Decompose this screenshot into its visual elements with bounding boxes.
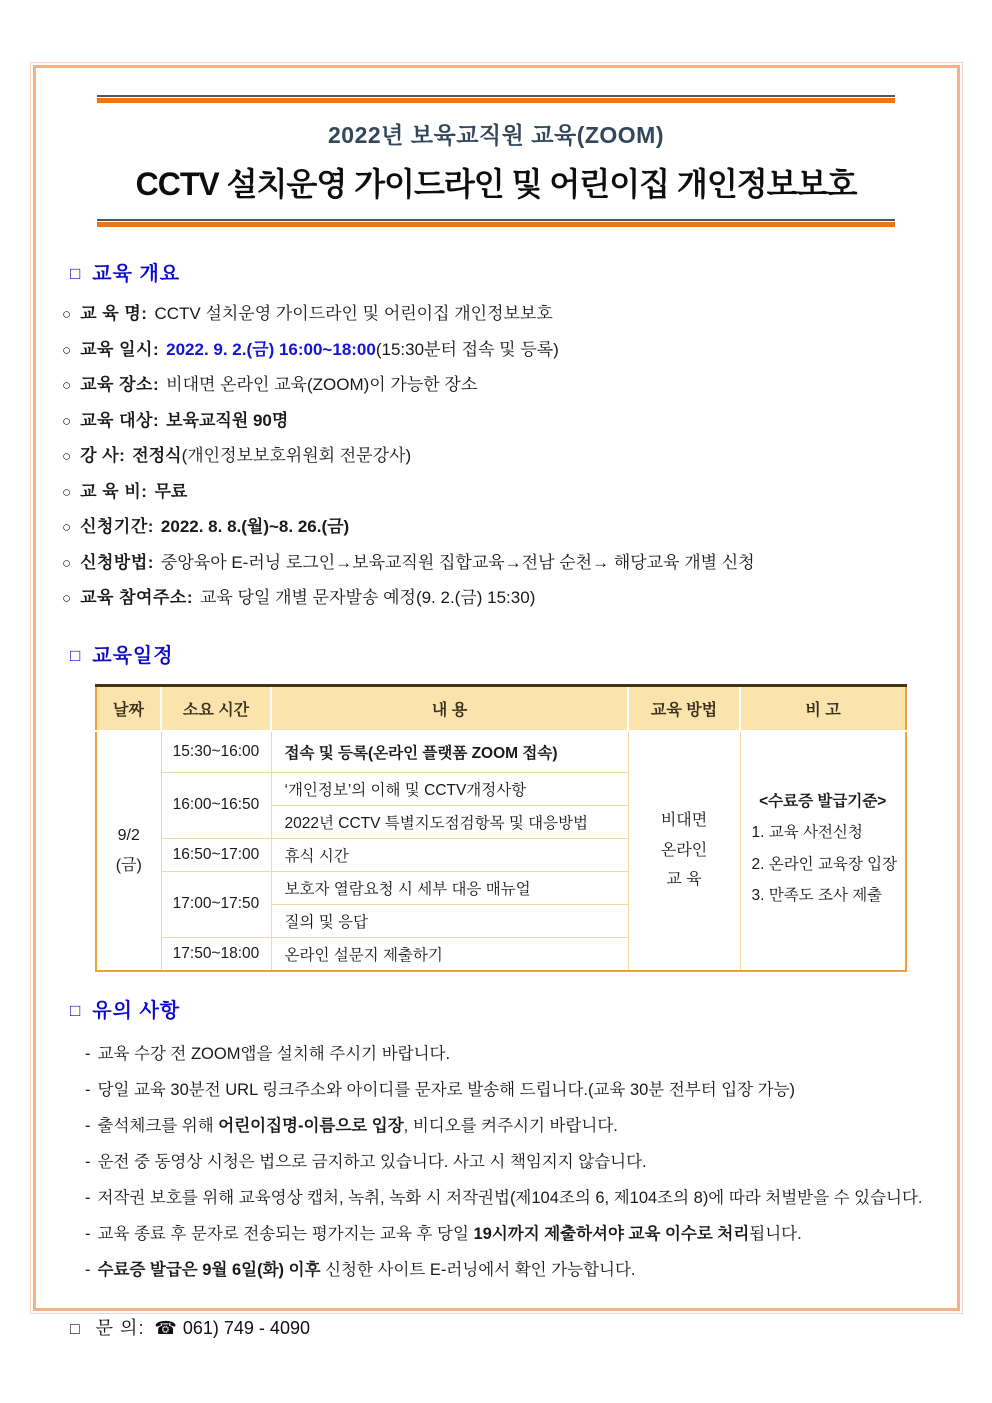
overview-item-label: 신청기간: xyxy=(80,517,154,536)
circle-bullet-icon: ○ xyxy=(62,483,72,501)
content-cell: 질의 및 응답 xyxy=(271,904,628,937)
method-line: 비대면 xyxy=(660,812,708,830)
note-text: 당일 교육 30분전 URL 링크주소와 아이디를 문자로 발송해 드립니다.(교육 30분 전부터 입장 가능) xyxy=(97,1080,796,1099)
note-line: 2. 온라인 교육장 입장 xyxy=(751,855,898,873)
page-title: CCTV 설치운영 가이드라인 및 어린이집 개인정보보호 xyxy=(135,166,857,202)
overview-item-strong: 2022. 8. 8.(월)~8. 26.(금) xyxy=(160,517,350,536)
content-cell: ‘개인정보’의 이해 및 CCTV개정사항 xyxy=(271,772,628,805)
overview-item-text: (15:30분터 접속 및 등록) xyxy=(375,339,559,359)
note-text: 운전 중 동영상 시청은 법으로 금지하고 있습니다. 사고 시 책임지지 않습니다. xyxy=(97,1152,647,1171)
dash-bullet-icon: - xyxy=(85,1152,91,1171)
overview-item xyxy=(62,368,992,404)
dash-bullet-icon: - xyxy=(85,1116,91,1135)
note-text: 저작권 보호를 위해 교육영상 캡처, 녹취, 녹화 시 저작권법(제104조의 6, 제104조의 8)에 따라 처벌받을 수 있습니다. xyxy=(97,1188,923,1207)
overview-item xyxy=(62,475,992,511)
circle-bullet-icon: ○ xyxy=(62,590,72,607)
note-text: , 비디오를 켜주시기 바랍니다. xyxy=(403,1116,618,1135)
schedule-table xyxy=(95,684,907,972)
overview-item xyxy=(62,333,992,369)
overview-item-text: 중앙육아 E-러닝 로그인→보육교직원 집합교육→전남 순천→ 해당교육 개별 신청 xyxy=(160,552,755,572)
note-cell xyxy=(740,731,906,971)
overview-item-text: (개인정보보호위원회 전문강사) xyxy=(181,446,412,465)
title-rule-top xyxy=(97,95,895,103)
method-line: 교 육 xyxy=(666,871,702,889)
note-item xyxy=(85,1072,947,1108)
date-line: 9/2 xyxy=(117,826,140,844)
circle-bullet-icon: ○ xyxy=(62,448,72,465)
contact-phone: 061) 749 - 4090 xyxy=(182,1317,310,1338)
content-cell: 2022년 CCTV 특별지도점검항목 및 대응방법 xyxy=(271,805,628,838)
overview-item-label: 교 육 명: xyxy=(80,304,148,323)
square-marker-icon: □ xyxy=(70,1320,80,1338)
note-text-strong: 수료증 발급은 9월 6일(화) 이후 xyxy=(97,1260,321,1279)
table-row xyxy=(96,731,906,773)
circle-bullet-icon: ○ xyxy=(62,519,72,536)
dash-bullet-icon: - xyxy=(85,1080,91,1099)
table-header-method: 교육 방법 xyxy=(628,685,740,731)
overview-item-label: 교육 장소: xyxy=(80,375,160,394)
overview-item xyxy=(62,439,992,475)
page-subtitle: 2022년 보육교직원 교육(ZOOM) xyxy=(328,122,664,148)
section-heading-label: 유의 사항 xyxy=(92,999,181,1022)
time-cell: 16:50~17:00 xyxy=(161,838,271,871)
overview-item xyxy=(62,404,992,440)
overview-item-highlight: 2022. 9. 2.(금) 16:00~18:00 xyxy=(166,339,376,359)
content-cell: 보호자 열람요청 시 세부 대응 매뉴얼 xyxy=(271,871,628,904)
overview-item-label: 교육 일시: xyxy=(80,339,160,359)
section-heading-notes xyxy=(70,994,992,1023)
table-header-content: 내 용 xyxy=(271,685,628,731)
overview-item-text: CCTV 설치운영 가이드라인 및 어린이집 개인정보보호 xyxy=(154,304,553,323)
overview-item-strong: 무료 xyxy=(154,481,188,501)
overview-item xyxy=(62,297,992,333)
note-item xyxy=(85,1144,947,1180)
time-cell: 16:00~16:50 xyxy=(161,772,271,838)
time-cell: 17:50~18:00 xyxy=(161,937,271,971)
phone-icon: ☎ xyxy=(154,1317,177,1338)
section-heading-schedule xyxy=(70,639,992,668)
table-header-row xyxy=(96,685,906,731)
overview-item xyxy=(62,581,992,617)
dash-bullet-icon: - xyxy=(85,1224,91,1243)
dash-bullet-icon: - xyxy=(85,1260,91,1279)
square-marker-icon: □ xyxy=(70,645,82,665)
circle-bullet-icon: ○ xyxy=(62,554,72,572)
date-line: (금) xyxy=(115,856,142,874)
method-cell xyxy=(628,731,740,971)
content-cell: 접속 및 등록(온라인 플랫폼 ZOOM 접속) xyxy=(271,731,628,773)
note-text-strong: 19시까지 제출하셔야 교육 이수로 처리 xyxy=(473,1224,750,1243)
overview-item-text: 교육 당일 개별 문자발송 예정(9. 2.(금) 15:30) xyxy=(199,588,536,607)
content-cell: 휴식 시간 xyxy=(271,838,628,871)
circle-bullet-icon: ○ xyxy=(62,377,72,394)
circle-bullet-icon: ○ xyxy=(62,341,72,359)
note-item xyxy=(85,1108,947,1144)
section-heading-label: 교육일정 xyxy=(92,644,174,667)
overview-item-strong: 전정식 xyxy=(132,446,182,465)
overview-item-label: 신청방법: xyxy=(80,552,154,572)
overview-item-text: 비대면 온라인 교육(ZOOM)이 가능한 장소 xyxy=(166,375,478,394)
note-text: 출석체크를 위해 xyxy=(97,1116,219,1135)
contact-line xyxy=(70,1314,992,1340)
contact-label: 문 의: xyxy=(95,1317,145,1338)
schedule-table-wrap xyxy=(95,684,992,972)
title-rule-bottom xyxy=(97,219,895,227)
table-header-date: 날짜 xyxy=(96,685,161,731)
notes-list xyxy=(85,1036,947,1288)
overview-item xyxy=(62,510,992,546)
overview-item-strong: 보육교직원 90명 xyxy=(166,410,289,430)
note-text: 됩니다. xyxy=(749,1224,802,1243)
note-text: 교육 종료 후 문자로 전송되는 평가지는 교육 후 당일 xyxy=(97,1224,474,1243)
overview-item-label: 교육 참여주소: xyxy=(80,588,193,607)
time-cell: 17:00~17:50 xyxy=(161,871,271,937)
circle-bullet-icon: ○ xyxy=(62,412,72,430)
note-title: <수료증 발급기준> xyxy=(759,792,887,810)
table-header-time: 소요 시간 xyxy=(161,685,271,731)
note-text: 신청한 사이트 E-러닝에서 확인 가능합니다. xyxy=(320,1260,636,1279)
note-item xyxy=(85,1252,947,1288)
circle-bullet-icon: ○ xyxy=(62,306,72,323)
date-cell xyxy=(96,731,161,971)
dash-bullet-icon: - xyxy=(85,1188,91,1207)
table-header-note: 비 고 xyxy=(740,685,906,731)
note-line: 1. 교육 사전신청 xyxy=(751,823,863,841)
dash-bullet-icon: - xyxy=(85,1044,91,1063)
overview-item-label: 교 육 비: xyxy=(80,481,148,501)
method-line: 온라인 xyxy=(660,841,708,859)
square-marker-icon: □ xyxy=(70,1000,82,1020)
content-cell: 온라인 설문지 제출하기 xyxy=(271,937,628,971)
time-cell: 15:30~16:00 xyxy=(161,731,271,773)
section-heading-label: 교육 개요 xyxy=(92,263,181,285)
note-line: 3. 만족도 조사 제출 xyxy=(751,887,883,905)
section-heading-overview xyxy=(70,257,992,286)
square-marker-icon: □ xyxy=(70,264,82,283)
overview-item-label: 강 사: xyxy=(80,446,126,465)
note-item xyxy=(85,1036,947,1072)
overview-item xyxy=(62,546,992,582)
overview-item-label: 교육 대상: xyxy=(80,410,160,430)
overview-list xyxy=(62,297,992,617)
note-text: 교육 수강 전 ZOOM앱을 설치해 주시기 바랍니다. xyxy=(97,1044,451,1063)
note-item xyxy=(85,1216,947,1252)
note-item xyxy=(85,1180,947,1216)
note-text-strong: 어린이집명-이름으로 입장 xyxy=(218,1116,404,1135)
